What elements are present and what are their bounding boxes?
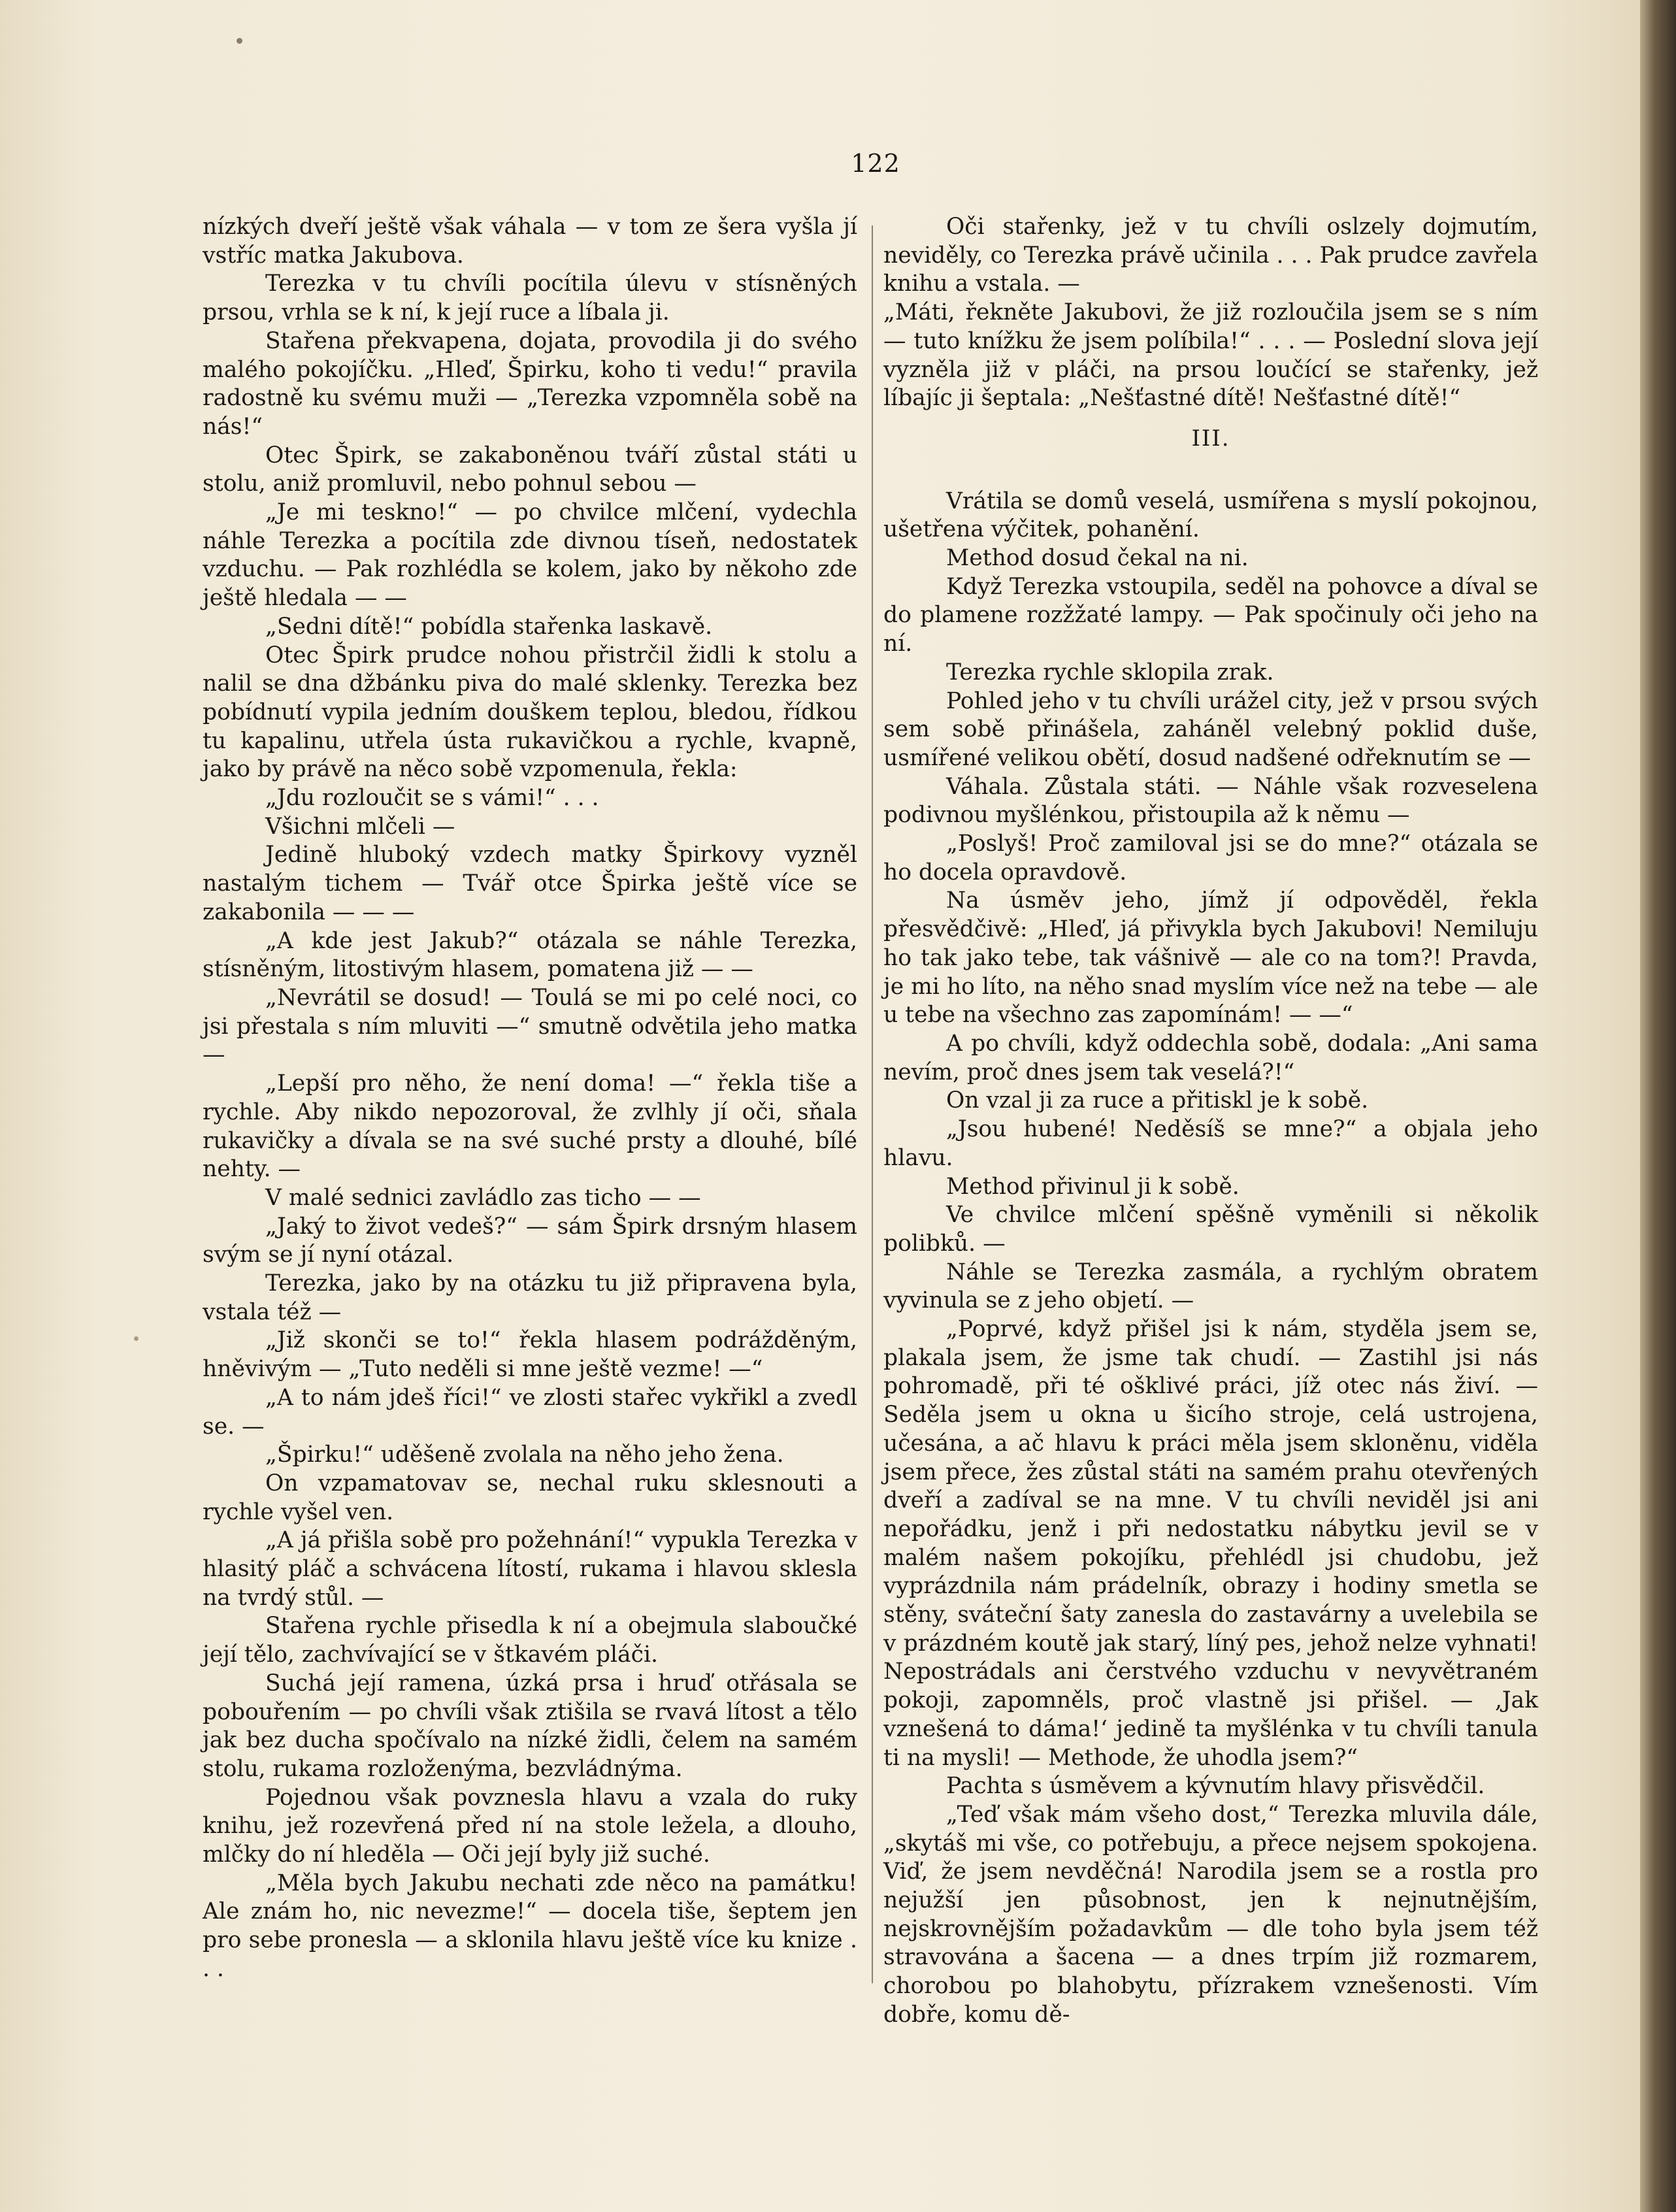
paragraph: „Je mi teskno!“ — po chvilce mlčení, vydechla náhle Terezka a pocítila zde divnou tíseň, nedostatek vzduchu. — Pak rozhlédla se kolem, jako by někoho zde ještě hledala — —	[203, 499, 857, 612]
paragraph: Terezka v tu chvíli pocítila úlevu v stísněných prsou, vrhla se k ní, k její ruce a líbala ji.	[203, 271, 857, 326]
paragraph: Pachta s úsměvem a kývnutím hlavy přisvědčil.	[946, 1773, 1485, 1800]
paragraph: „Měla bych Jakubu nechati zde něco na památku! Ale znám ho, nic nevezme!“ — docela tiše, šeptem jen pro sebe pronesla — a sklonila hlavu ještě více ku knize . . .	[203, 1870, 857, 1982]
paragraph: „Špirku!“ uděšeně zvolala na něho jeho žena.	[265, 1442, 784, 1468]
paragraph: Method dosud čekal na ni.	[946, 545, 1249, 572]
paragraph: Váhala. Zůstala státi. — Náhle však rozveselena podivnou myšlénkou, přistoupila až k němu —	[883, 773, 1538, 829]
paragraph: Všichni mlčeli —	[265, 813, 455, 840]
paragraph: On vzpamatovav se, nechal ruku sklesnouti a rychle vyšel ven.	[203, 1470, 857, 1525]
book-spine-shadow	[1640, 0, 1676, 2212]
paragraph: Jedině hluboký vzdech matky Špirkovy vyzněl nastalým tichem — Tvář otce Špirka ještě více se zakabonila — — —	[203, 842, 857, 925]
paragraph: „A to nám jdeš říci!“ ve zlosti stařec vykřikl a zvedl se. —	[203, 1384, 857, 1440]
paragraph: „Poprvé, když přišel jsi k nám, styděla jsem se, plakala jsem, že jsme tak chudí. — Zastihl jsi nás pohromadě, při té ošklivé práci, jíž otec nás živí. — Seděla jsem u okna u šicího stroje, celá ustrojena, učesána, a ač hlavu k práci měla jsem skloněnu, viděla jsem přece, žes zůstal státi na samém prahu otevřených dveří a zadíval se na mne. V tu chvíli neviděl jsi ani nepořádku, jenž i při nedostatku nábytku jevil se v malém našem pokojíku, přehlédl jsi chudobu, jež vyprázdnila nám prádelník, obrazy i hodiny smetla se stěny, sváteční šaty zanesla do zastavárny a uvelebila se v prázdném koutě jak starý, líný pes, jehož nelze vyhnati! Nepostrádals ani čerstvého vzduchu v nevyvětraném pokoji, zapomněls, proč vlastně jsi přišel. — ‚Jak vznešená to dáma!‘ jedině ta myšlénka v tu chvíli tanula ti na mysli! — Methode, že uhodla jsem?“	[883, 1316, 1538, 1771]
paragraph: Method přivinul ji k sobě.	[946, 1173, 1240, 1200]
paragraph: „Poslyš! Proč zamiloval jsi se do mne?“ otázala se ho docela opravdově.	[883, 831, 1538, 885]
paragraph: Když Terezka vstoupila, seděl na pohovce a díval se do plamene rozžžaté lampy. — Pak spočinuly oči jeho na ní.	[883, 573, 1538, 657]
paragraph: „Jaký to život vedeš?“ — sám Špirk drsným hlasem svým se jí nyní otázal.	[203, 1213, 857, 1268]
paragraph: Otec Špirk prudce nohou přistrčil židli k stolu a nalil se dna džbánku piva do malé sklenky. Terezka bez pobídnutí vypila jedním douškem teplou, bledou, řídkou tu kapalinu, utřela ústa rukavičkou a rychle, kvapně, jako by právě na něco sobě vzpomenula, řekla:	[203, 642, 857, 783]
paragraph: „A kde jest Jakub?“ otázala se náhle Terezka, stísněným, litostivým hlasem, pomatena již — —	[203, 927, 857, 983]
paragraph: On vzal ji za ruce a přitiskl je k sobě.	[946, 1087, 1369, 1114]
paragraph: Ve chvilce mlčení spěšně vyměnili si několik polibků. —	[883, 1202, 1538, 1257]
paragraph: Náhle se Terezka zasmála, a rychlým obratem vyvinula se z jeho objetí. —	[883, 1259, 1538, 1314]
right-column-bottom-text	[883, 487, 1538, 2030]
paragraph: V malé sednici zavládlo zas ticho — —	[265, 1184, 701, 1211]
right-text-column	[883, 213, 1538, 2030]
paragraph: „Již skonči se to!“ řekla hlasem podrážděným, hněvivým — „Tuto neděli si mne ještě vezme! —“	[203, 1327, 857, 1383]
paragraph: „Máti, řekněte Jakubovi, že již rozloučila jsem se s ním — tuto knížku že jsem políbila!“ . . . — Poslední slova její vyzněla již v pláči, na prsou loučící se stařenky, jež líbajíc ji šeptala: „Nešťastné dítě! Nešťastné dítě!“	[883, 299, 1538, 412]
section-heading: III.	[1191, 425, 1230, 452]
ink-speck	[134, 1336, 139, 1341]
paragraph: „Lepší pro něho, že není doma! —“ řekla tiše a rychle. Aby nikdo nepozoroval, že zvlhly jí oči, sňala rukavičky a dívala se na své suché prsty a dlouhé, bílé nehty. —	[203, 1070, 857, 1183]
paragraph: Vrátila se domů veselá, usmířena s myslí pokojnou, ušetřena výčitek, pohanění.	[883, 487, 1538, 543]
paragraph: Terezka rychle sklopila zrak.	[946, 659, 1274, 685]
column-divider	[872, 225, 873, 1983]
paragraph: Stařena rychle přisedla k ní a obejmula slaboučké její tělo, zachvívající se v štkavém pláči.	[203, 1613, 857, 1668]
paragraph: Otec Špirk, se zakaboněnou tváří zůstal státi u stolu, aniž promluvil, nebo pohnul sebou —	[203, 442, 857, 497]
paragraph: „Nevrátil se dosud! — Toulá se mi po celé noci, co jsi přestala s ním mluviti —“ smutně odvětila jeho matka —	[203, 984, 857, 1068]
paragraph: Stařena překvapena, dojata, provodila ji do svého malého pokojíčku. „Hleď, Špirku, koho ti vedu!“ pravila radostně ku svému muži — „Terezka vzpomněla sobě na nás!“	[203, 327, 857, 440]
paragraph: Pojednou však povznesla hlavu a vzala do ruky knihu, jež rozevřená před ní na stole ležela, a dlouho, mlčky do ní hleděla — Oči její byly již suché.	[203, 1784, 857, 1868]
paragraph: „Sedni dítě!“ pobídla stařenka laskavě.	[265, 613, 713, 640]
paragraph: Terezka, jako by na otázku tu již připravena byla, vstala též —	[203, 1270, 857, 1325]
paragraph: „Jdu rozloučit se s vámi!“ . . .	[265, 785, 599, 812]
page-number: 122	[851, 149, 900, 178]
paragraph: Na úsměv jeho, jímž jí odpověděl, řekla přesvědčivě: „Hleď, já přivykla bych Jakubovi! Nemiluju ho tak jako tebe, tak vášnivě — ale co na tom?! Pravda, je mi ho líto, na něho snad myslím více než na tebe — ale u tebe na všechno zas zapomínám! — —“	[883, 887, 1538, 1029]
paragraph: Suchá její ramena, úzká prsa i hruď otřásala se pobouřením — po chvíli však ztišila se rvavá lítost a tělo jak bez ducha spočívalo na nízké židli, čelem na samém stolu, rukama rozloženýma, bezvládnýma.	[203, 1670, 857, 1782]
paragraph: „A já přišla sobě pro požehnání!“ vypukla Terezka v hlasitý pláč a schvácena lítostí, rukama i hlavou sklesla na tvrdý stůl. —	[203, 1527, 857, 1611]
paragraph: „Jsou hubené! Neděsíš se mne?“ a objala jeho hlavu.	[883, 1116, 1538, 1171]
ink-speck	[237, 38, 242, 44]
right-column-top-text	[883, 213, 1538, 413]
paragraph: Pohled jeho v tu chvíli urážel city, jež v prsou svých sem sobě přinášela, zaháněl velebný poklid duše, usmířené velikou obětí, dosud nadšené odřeknutím se —	[883, 687, 1538, 771]
paragraph: „Teď však mám všeho dost,“ Terezka mluvila dále, „skytáš mi vše, co potřebuju, a přece nejsem spokojena. Viď, že jsem nevděčná! Narodila jsem se a rostla pro nejužší jen působnost, jen k nejnutnějším, nejskrovnějším požadavkům — dle toho byla jsem též stravována a šacena — a dnes trpím již rozmarem, chorobou po blahobytu, přízrakem vznešenosti. Vím dobře, komu dě-	[883, 1801, 1538, 2028]
paragraph: A po chvíli, když oddechla sobě, dodala: „Ani sama nevím, proč dnes jsem tak veselá?!“	[883, 1030, 1538, 1085]
paragraph: nízkých dveří ještě však váhala — v tom ze šera vyšla jí vstříc matka Jakubova.	[203, 214, 857, 269]
left-text-column	[203, 213, 857, 1984]
paragraph: Oči stařenky, jež v tu chvíli oslzely dojmutím, neviděly, co Terezka právě učinila . . . Pak prudce zavřela knihu a vstala. —	[883, 214, 1538, 297]
